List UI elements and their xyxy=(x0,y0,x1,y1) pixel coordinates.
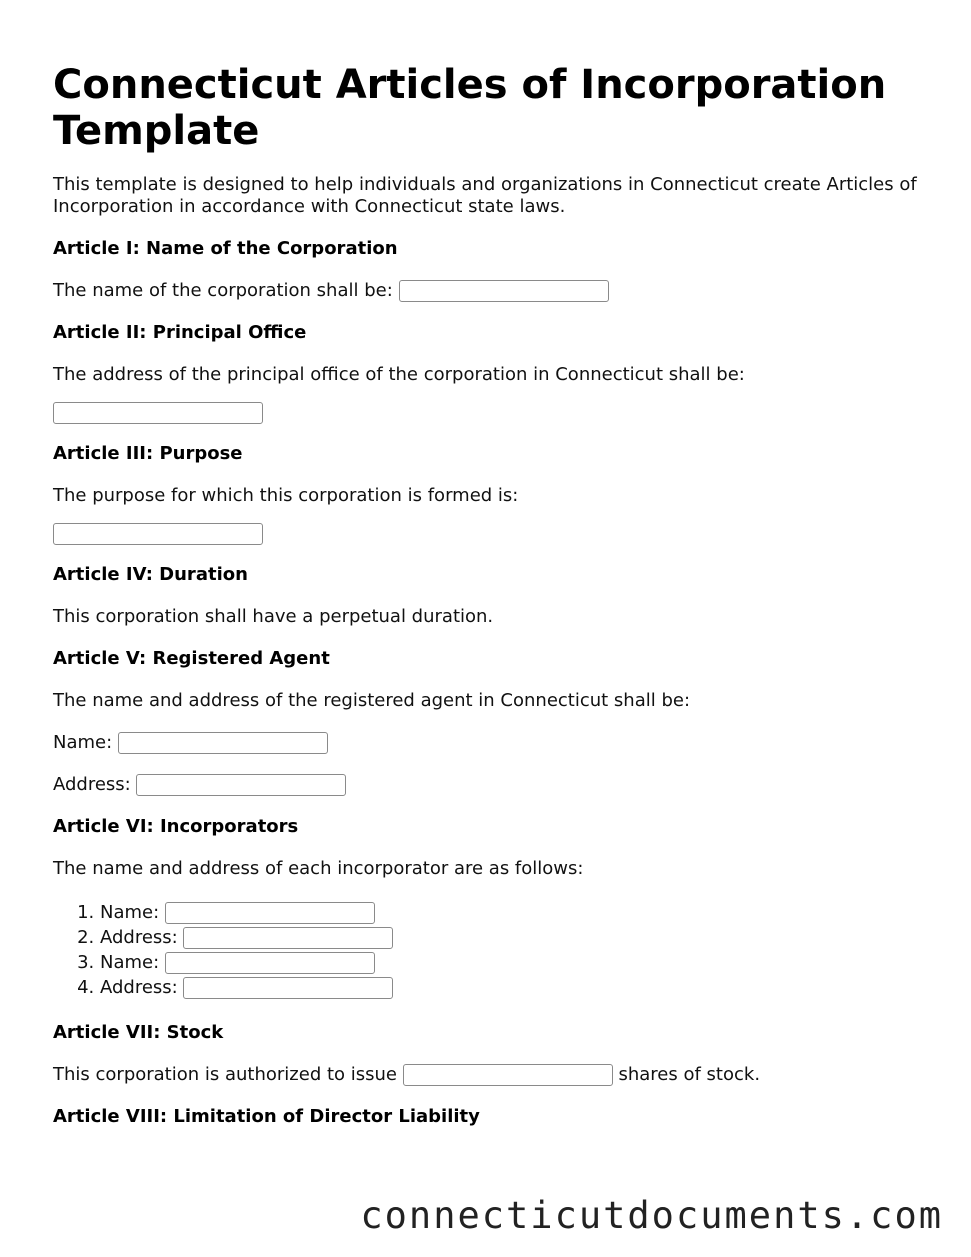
incorporator-2-name-label: Name: xyxy=(100,952,160,973)
article-4-heading: Article IV: Duration xyxy=(53,564,248,585)
intro-paragraph: This template is designed to help individuals and organizations in Connecticut create Articles of Incorporation in accordance with Connecticut state laws. xyxy=(53,174,917,217)
incorporators-list xyxy=(53,900,933,1000)
article-7-text-after: shares of stock. xyxy=(618,1064,761,1085)
article-3-heading: Article III: Purpose xyxy=(53,443,243,464)
article-1-heading: Article I: Name of the Corporation xyxy=(53,238,398,259)
incorporator-2-address-input[interactable] xyxy=(183,977,393,999)
article-1-line xyxy=(53,280,933,302)
article-7-heading: Article VII: Stock xyxy=(53,1022,224,1043)
article-2-heading: Article II: Principal Office xyxy=(53,322,307,343)
incorporator-1-name-label: Name: xyxy=(100,902,160,923)
registered-agent-address-input[interactable] xyxy=(136,774,346,796)
article-2-text: The address of the principal office of the corporation in Connecticut shall be: xyxy=(53,364,745,385)
incorporator-2-name-input[interactable] xyxy=(165,952,375,974)
incorporator-1-name-input[interactable] xyxy=(165,902,375,924)
article-4-text: This corporation shall have a perpetual duration. xyxy=(53,606,494,627)
article-3-text: The purpose for which this corporation is formed is: xyxy=(53,485,519,506)
list-item xyxy=(100,900,933,925)
registered-agent-name-line xyxy=(53,732,933,754)
shares-of-stock-input[interactable] xyxy=(403,1064,613,1086)
site-watermark: connecticutdocuments.com xyxy=(360,1194,943,1237)
article-5-text: The name and address of the registered agent in Connecticut shall be: xyxy=(53,690,691,711)
article-7-line xyxy=(53,1064,933,1086)
list-item xyxy=(100,975,933,1000)
registered-agent-name-label: Name: xyxy=(53,732,113,753)
article-8-heading: Article VIII: Limitation of Director Liability xyxy=(53,1106,480,1127)
incorporator-1-address-input[interactable] xyxy=(183,927,393,949)
corporation-name-input[interactable] xyxy=(399,280,609,302)
registered-agent-address-label: Address: xyxy=(53,774,131,795)
list-item xyxy=(100,950,933,975)
incorporator-1-address-label: Address: xyxy=(100,927,178,948)
registered-agent-address-line xyxy=(53,774,933,796)
article-5-heading: Article V: Registered Agent xyxy=(53,648,330,669)
principal-office-address-input[interactable] xyxy=(53,402,263,424)
article-1-text: The name of the corporation shall be: xyxy=(53,280,393,301)
article-7-text-before: This corporation is authorized to issue xyxy=(53,1064,398,1085)
article-6-text: The name and address of each incorporator are as follows: xyxy=(53,858,584,879)
list-item xyxy=(100,925,933,950)
purpose-input[interactable] xyxy=(53,523,263,545)
document-page xyxy=(53,62,933,1148)
incorporator-2-address-label: Address: xyxy=(100,977,178,998)
registered-agent-name-input[interactable] xyxy=(118,732,328,754)
article-6-heading: Article VI: Incorporators xyxy=(53,816,299,837)
page-title: Connecticut Articles of Incorporation Template xyxy=(53,62,887,154)
